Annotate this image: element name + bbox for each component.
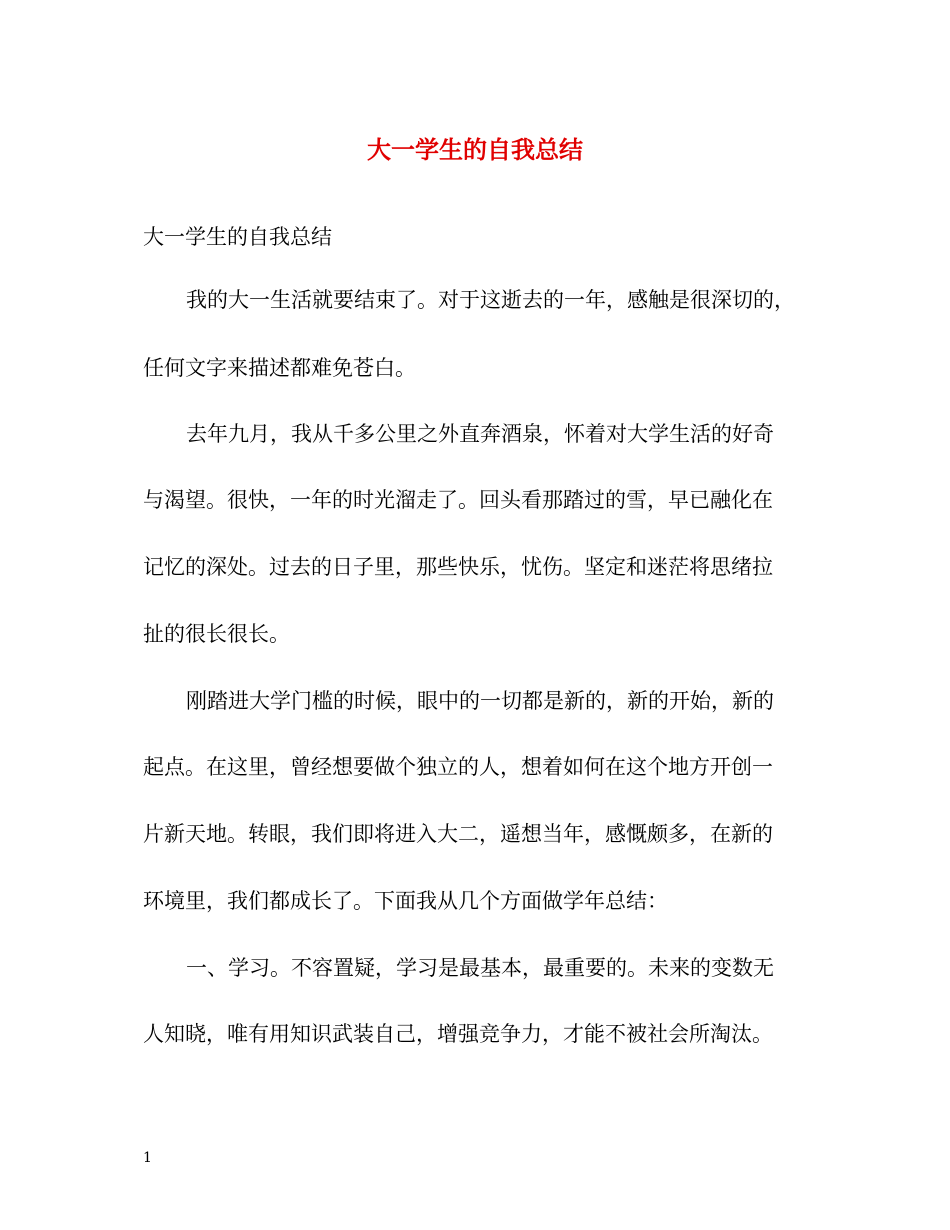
text-line: 刚踏进大学门槛的时候，眼中的一切都是新的，新的开始，新的 (186, 689, 774, 713)
text-line: 人知晓，唯有用知识武装自己，增强竞争力，才能不被社会所淘汰。 (143, 1022, 773, 1046)
text-line: 一、学习。不容置疑，学习是最基本，最重要的。未来的变数无 (186, 956, 774, 980)
text-line: 片新天地。转眼，我们即将进入大二，遥想当年，感慨颇多，在新的 (143, 822, 773, 846)
text-line: 扯的很长很长。 (143, 622, 290, 646)
text-line: 去年九月，我从千多公里之外直奔酒泉，怀着对大学生活的好奇 (186, 422, 774, 446)
text-line: 我的大一生活就要结束了。对于这逝去的一年，感触是很深切的， (186, 288, 795, 312)
page-number: 1 (143, 1150, 152, 1166)
subtitle-line: 大一学生的自我总结 (143, 225, 332, 249)
text-line: 记忆的深处。过去的日子里，那些快乐，忧伤。坚定和迷茫将思绪拉 (143, 555, 773, 579)
document-title: 大一学生的自我总结 (367, 135, 583, 164)
text-line: 起点。在这里，曾经想要做个独立的人，想着如何在这个地方开创一 (143, 755, 773, 779)
text-line: 任何文字来描述都难免苍白。 (143, 356, 416, 380)
text-line: 环境里，我们都成长了。下面我从几个方面做学年总结： (143, 889, 668, 913)
text-line: 与渴望。很快，一年的时光溜走了。回头看那踏过的雪，早已融化在 (143, 488, 773, 512)
